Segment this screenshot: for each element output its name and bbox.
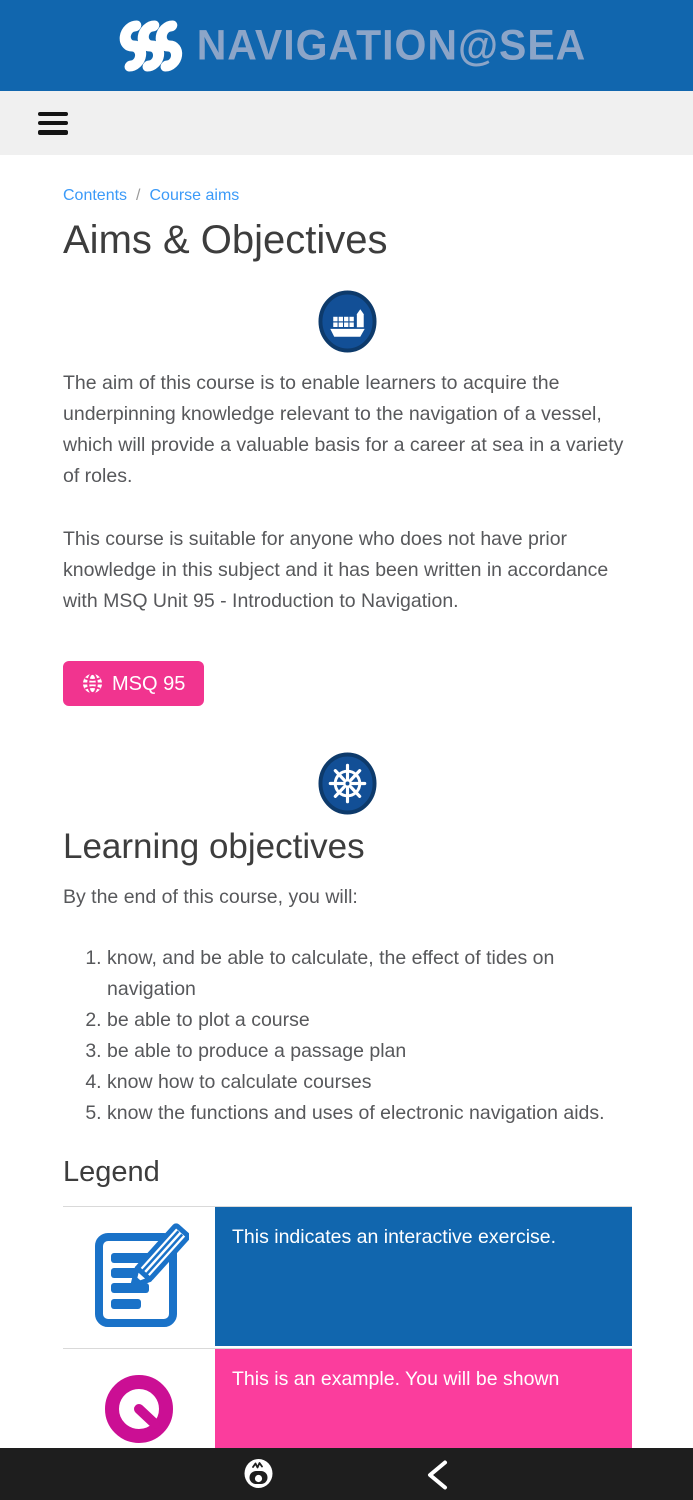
app-header — [0, 0, 693, 91]
container-ship-icon — [318, 290, 377, 353]
legend-icon-cell — [63, 1207, 215, 1346]
globe-icon — [82, 673, 103, 694]
ships-helm-icon — [318, 752, 377, 815]
notes-pencil-icon — [89, 1223, 189, 1331]
waves-icon — [107, 17, 187, 75]
aims-paragraph-1: The aim of this course is to enable learners to acquire the underpinning knowledge relevant to the navigation of a vessel, which will provide a valuable basis for a career at sea in a variety of roles. — [63, 372, 624, 487]
msq-button-wrap — [63, 617, 632, 706]
objectives-badge-wrap — [63, 752, 632, 815]
aims-paragraph-2: This course is suitable for anyone who does not have prior knowledge in this subject and it has been written in accordance with MSQ Unit 95 - Introduction to Navigation. — [63, 528, 609, 612]
breadcrumb-link-course-aims[interactable]: Course aims — [149, 187, 240, 204]
breadcrumb-separator: / — [136, 187, 141, 204]
objective-item: 3. be able to produce a passage plan — [107, 1036, 632, 1067]
legend-heading: Legend — [63, 1156, 160, 1188]
breadcrumb — [63, 187, 632, 205]
back-chevron-icon[interactable] — [426, 1460, 449, 1490]
page-title: Aims & Objectives — [63, 218, 388, 262]
legend-table — [63, 1206, 632, 1488]
bot-face-icon[interactable] — [243, 1458, 274, 1489]
objectives-list — [63, 943, 632, 1129]
navbar — [0, 91, 693, 155]
learning-objectives-heading: Learning objectives — [63, 827, 365, 866]
objective-item: 5. know the functions and uses of electronic navigation aids. — [107, 1098, 632, 1129]
objective-item: 2. be able to plot a course — [107, 1005, 632, 1036]
msq-button-label: MSQ 95 — [112, 672, 186, 695]
brand-title: NAVIGATION@SEA — [196, 20, 587, 70]
learning-intro: By the end of this course, you will: — [63, 886, 358, 908]
legend-text-interactive: This indicates an interactive exercise. — [215, 1207, 632, 1346]
legend-text-example: This is an example. You will be shown — [215, 1349, 632, 1488]
legend-row-interactive — [63, 1206, 632, 1346]
objective-item: 1. know, and be able to calculate, the effect of tides on navigation — [107, 943, 632, 1005]
footer-bar — [0, 1448, 693, 1500]
msq-95-button[interactable] — [63, 661, 204, 706]
objective-item: 4. know how to calculate courses — [107, 1067, 632, 1098]
aims-badge-wrap — [63, 290, 632, 353]
breadcrumb-link-contents[interactable]: Contents — [63, 187, 128, 204]
hamburger-icon[interactable] — [38, 112, 68, 135]
main-content — [0, 187, 693, 1488]
